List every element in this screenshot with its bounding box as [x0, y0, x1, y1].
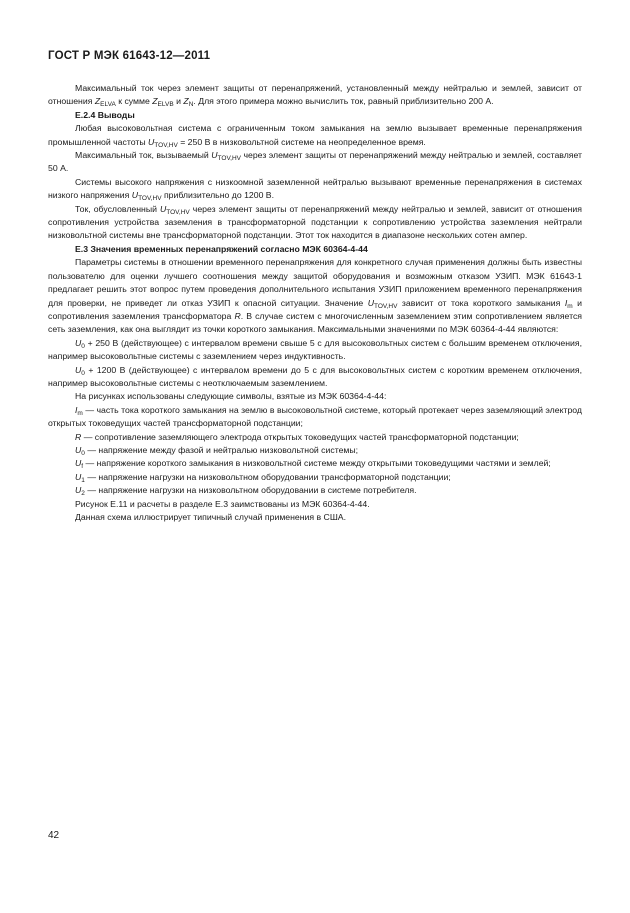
- paragraph-16: Рисунок Е.11 и расчеты в разделе Е.3 заимствованы из МЭК 60364-4-44.: [75, 498, 370, 509]
- paragraph-3: Максимальный ток, вызываемый $U_{TOV,HV}$ через элемент защиты от перенапряжений между нейтралью и землей, составляет 50 А.: [48, 150, 582, 174]
- paragraph-8: $U_0 + 1200$ В (действующее) с интервалом времени до 5 с для высоковольтных систем с коротким временем отключения, например высоковольтные системы с неотключаемым заземлением.: [48, 364, 582, 388]
- symbol-uf: $U_f$ — напряжение короткого замыкания в низковольтной системе между открытыми токоведущими частями и землей;: [75, 458, 551, 471]
- symbol-im: $I_m$ — часть тока короткого замыкания на землю в высоковольтной системе, который протекает через заземляющий электрод открытых токоведущих частей трансформаторной подстанции;: [48, 404, 582, 429]
- symbol-r: R — сопротивление заземляющего электрода открытых токоведущих частей трансформаторной подстанции;: [75, 431, 519, 442]
- section-heading-e24: Е.2.4 Выводы: [75, 109, 135, 120]
- symbol-u0: $U_0$ — напряжение между фазой и нейтралью низковольтной системы;: [75, 444, 359, 457]
- section-heading-e3: Е.3 Значения временных перенапряжений согласно МЭК 60364-4-44: [75, 243, 368, 254]
- paragraph-9: На рисунках использованы следующие символы, взятые из МЭК 60364-4-44:: [75, 391, 387, 402]
- page-number: 42: [48, 830, 60, 841]
- document-body: [48, 82, 582, 524]
- paragraph-17: Данная схема иллюстрирует типичный случай применения в США.: [75, 512, 346, 522]
- symbol-u2: $U_2$ — напряжение нагрузки на низковольтном оборудовании в системе потребителя.: [75, 485, 417, 498]
- paragraph-5: Ток, обусловленный $U_{TOV,HV}$ через элемент защиты от перенапряжений между нейтралью и землей, зависит от отношения сопротивления устройства заземления в трансформаторной подстанции к сопротивлению устройства заземления нейтрали низковольтной системы вне трансформаторной подстанции. Этот ток находится в диапазоне нескольких сотен ампер.: [48, 203, 582, 241]
- paragraph-1: Максимальный ток через элемент защиты от перенапряжений, установленный между нейтралью и землей, зависит от отношения $Z_{ELVA}$ к сумме $Z_{ELVB}$ и $Z_N$. Для этого примера можно вычислить ток, равный приблизительно 200 А.: [48, 83, 582, 109]
- paragraph-6: Параметры системы в отношении временного перенапряжения для конкретного случая применения должны быть известны пользователю для оценки лучшего соотношения между защитой оборудования и возможным отказом УЗИП. МЭК 61643-1 предлагает решить этот вопрос путем проведения дополнительного испытания УЗИП приложением временного перенапряжения для проверки, не приведет ли отказ УЗИП к опасной ситуации. Значение $U_{TOV,HV}$ зависит от тока короткого замыкания $I_m$ и сопротивления заземления трансформатора R. В случае систем с многочисленным заземлением этим сопротивлением является сеть заземления, как она выглядит из точки короткого замыкания. Максимальными значениями по МЭК 60364-4-44 являются:: [48, 257, 582, 335]
- symbol-u1: $U_1$ — напряжение нагрузки на низковольтном оборудовании трансформаторной подстанции;: [75, 471, 451, 484]
- page-header: ГОСТ Р МЭК 61643-12—2011: [48, 50, 211, 62]
- paragraph-7: $U_0 + 250$ В (действующее) с интервалом времени свыше 5 с для высоковольтных систем с большим временем отключения, например высоковольтные системы с заземлением через индуктивность.: [48, 337, 582, 362]
- paragraph-4: Системы высокого напряжения с низкоомной заземленной нейтралью вызывают временные перенапряжения в системах низкого напряжения $U_{TOV,HV}$ приблизительно до 1200 В.: [48, 176, 582, 203]
- paragraph-2: Любая высоковольтная система с ограниченным током замыкания на землю вызывает временные перенапряжения промышленной частоты $U_{TOV,HV} = 250$ В в низковольтной системе на неопределенное время.: [48, 123, 582, 149]
